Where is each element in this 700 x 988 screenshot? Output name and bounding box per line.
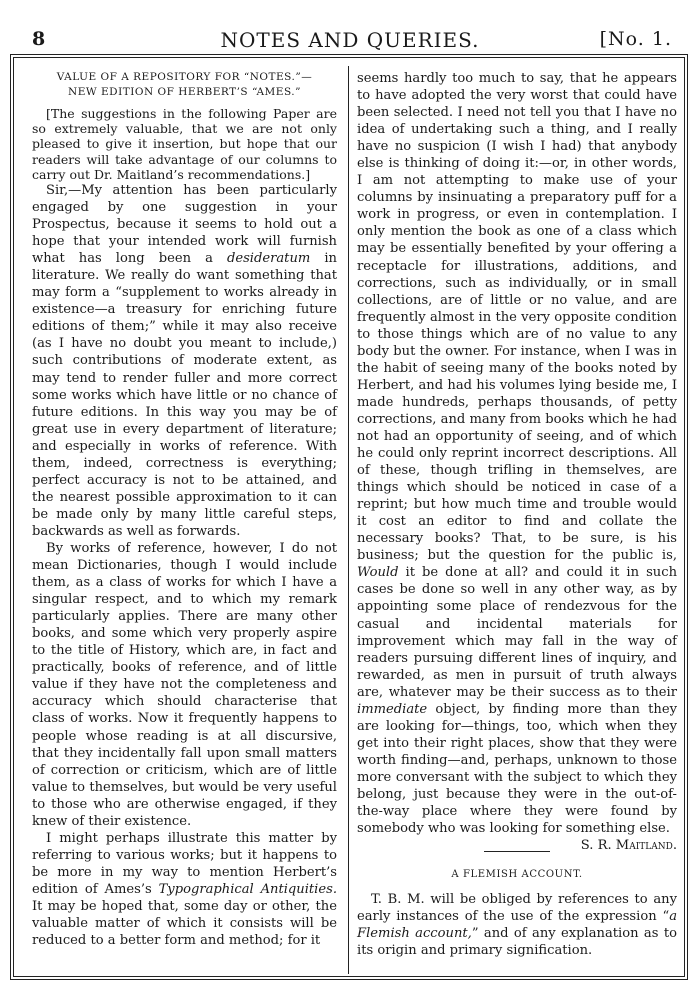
section-rule <box>484 851 550 852</box>
paragraph-1 <box>32 182 337 540</box>
paragraph-1-text-a: Sir,—My attention has been particularly engaged by one suggestion in your Prospectus, because it seems to hold out a hope that your intended work will furnish what has long been a <box>32 183 337 267</box>
paragraph-3-italic-title: Typographical Antiquities. <box>158 881 337 897</box>
column-divider <box>348 66 349 974</box>
second-article-heading: A FLEMISH ACCOUNT. <box>451 869 583 881</box>
paragraph-2: By works of reference, however, I do not mean Dictionaries, though I would include them, as a class of works for which I have a singular respect, and to which my remark particularly applies. There are many other books, and some which very properly aspire to the title of History, which are, in fact and practically, books of reference, and of little value if they have not the completeness and accuracy which should characterise that class of works. Now it frequently happens to people whose reading is at all discursive, that they incidentally fall upon small matters of correction or criticism, which are of little value to themselves, but would be very useful to those who are otherwise engaged, if they knew of their existence. <box>32 541 337 829</box>
article-heading <box>32 70 337 100</box>
editorial-note: [The suggestions in the following Paper are so extremely valuable, that we are not only pleased to give it insertion, but hope that our readers will take advantage of our columns to carry out Dr. Maitland’s recommendations.] <box>32 106 337 182</box>
page <box>10 8 690 980</box>
second-article-text-b: ” and of any explanation as to its origin and primary signification. <box>357 926 677 959</box>
paragraph-1-text-b: in literature. We really do want something that may form a “supplement to works already in existence—a treasury for enriching future editions of them;” while it may also receive (as I have no doubt you meant to include,) such contributions of moderate extent, as may tend to render fuller and more correct some works which have little or no chance of future editions. In this way you may be of great use in every department of literature; and especially in works of reference. With them, indeed, correctness is everything; perfect accuracy is not to be attained, and the nearest possible approximation to it can be made only by many little careful steps, backwards as well as forwards. <box>32 251 337 539</box>
page-number: 8 <box>32 28 46 50</box>
second-article-text-a: T. B. M. will be obliged by references to any early instances of the use of the expression “ <box>357 892 677 925</box>
right-column <box>357 70 677 959</box>
left-column <box>32 70 337 949</box>
paragraph-3-italic-immediate: immediate <box>357 701 428 717</box>
second-article-text <box>357 891 677 959</box>
article-heading-line-2: NEW EDITION OF HERBERT’S “AMES.” <box>68 86 301 98</box>
journal-title: NOTES AND QUERIES. <box>220 28 480 52</box>
paragraph-3-text-b: It may be hoped that, some day or other, the valuable matter of which it consists will be reduced to a better form and method; for it <box>32 898 337 949</box>
paragraph-1-italic: desideratum <box>226 251 311 267</box>
paragraph-3-start <box>32 830 337 949</box>
article-heading-line-1: VALUE OF A REPOSITORY FOR “NOTES.”— <box>56 71 313 83</box>
author-signature: S. R. Maitland. <box>580 838 677 854</box>
paragraph-3-text-a: I might perhaps illustrate this matter by referring to various works; but it happens to be more in my way to mention Herbert’s edition of Ames’s <box>32 830 337 897</box>
second-article-italic: a Flemish account, <box>357 909 677 942</box>
paragraph-3-text-c: it be done at all? and could it in such cases be done so well in any other way, as by appointing some place of rendezvous for the casual and incidental materials for improvement which may fall in the way of readers pursuing different lines of inquiry, and rewarded, as men in pursuit of truth always are, whatever may be their success as to their <box>357 565 677 700</box>
issue-number: [No. 1. <box>599 28 672 50</box>
paragraph-3-text-d: object, by finding more than they are looking for—things, too, which when they get into their right places, show that they were worth finding—and, perhaps, unknown to those more conversant with the subject to which they belong, just because they were in the out-of-the-way place where they were found by somebody who was looking for something else. <box>357 701 677 837</box>
paragraph-3-continued <box>357 70 677 854</box>
running-header <box>10 8 690 52</box>
paragraph-3-carryover: seems hardly too much to say, that he appears to have adopted the very worst that could have been selected. I need not tell you that I have no idea of undertaking such a thing, and I really have no suspicion (I wish I had) that anybody else is thinking of doing it:—or, in other words, I am not attempting to make use of your columns by insinuating a preparatory puff for a work in progress, or even in contemplation. I only mention the book as one of a class which may be essentially benefited by your offering a receptacle for illustrations, additions, and corrections, such as individually, or in small collections, are of little or no value, and are frequently almost in the very opposite condition to those things which are of no value to any body but the owner. For instance, when I was in the habit of seeing many of the books noted by Herbert, and had his volumes lying beside me, I made hundreds, perhaps thousands, of petty corrections, and many from books which he had not had an opportunity of seeing, and of which he could only reprint incorrect descriptions. All of these, though trifling in themselves, are things which should be noticed in case of a reprint; but how much time and trouble would it cost an editor to find and collate the necessary books? That, to be sure, is his business; but the question for the public is, <box>357 71 677 564</box>
paragraph-3-italic-would: Would <box>357 565 399 581</box>
